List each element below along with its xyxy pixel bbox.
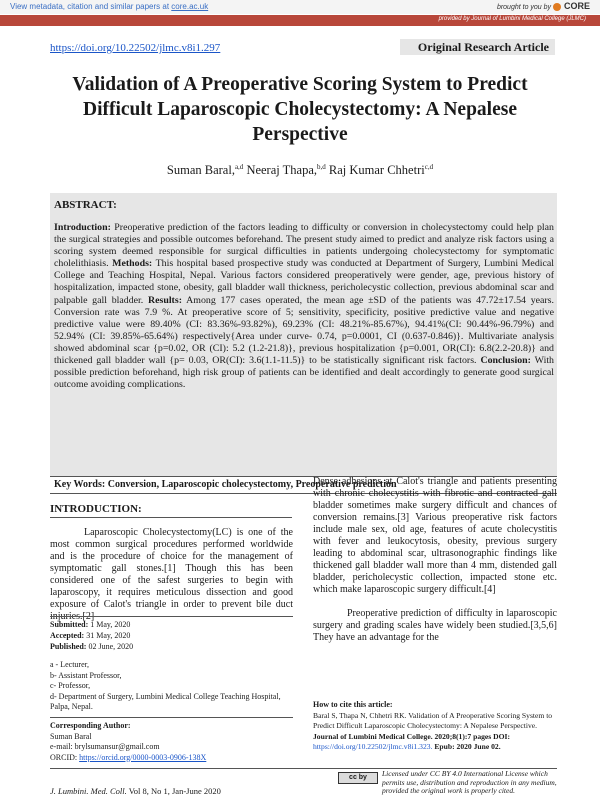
introduction-heading: INTRODUCTION: [50, 503, 142, 515]
orcid-link[interactable]: https://orcid.org/0000-0003-0906-138X [79, 752, 207, 762]
left-column-text: Laparoscopic Cholecystectomy(LC) is one of the most common surgical procedures performed worldwide and is the procedure of choice for the management of symptomatic gall stones.[1] Though this has been considered one of the safest surgeries to begin with laparoscopy, it requires meticulous dissection and good exposure of Calot's triangle in order to prevent bile duct injuries.[2] [50, 527, 293, 622]
license-text: Licensed under CC BY 4.0 International License which permits use, distribution and reproduction in any medium, provided the original work is properly cited. [382, 769, 557, 795]
metadata-notice: View metadata, citation and similar papers at core.ac.uk [10, 2, 209, 11]
abstract-text: Introduction: Preoperative prediction of the factors leading to difficulty or conversion in cholecystectomy could help plan the surgical strategies and possible outcomes beforehand. The present study aimed to predict and analyze risk factors using a scoring system deemed responsible for surgical difficulties in patients undergoing cholecystectomy for symptomatic cholelithiasis. Methods: This hospital based prospective study was conducted at Department of Surgery, Lumbini Medical College and Teaching Hospital, Nepal. Various factors considered preoperatively were gender, age, previous history of hospitalization, impacted stone, obesity, gall bladder wall thickness, pericholecystic collection, previous abdominal scar and palpable gall bladder. Results: Among 177 cases operated, the mean age ±SD of the patients was 47.72±17.54 years. Conversion rate was 7.9 %. At preoperative score of 5; sensitivity, specificity, positive predictive value and negative predictive value were 89.40% (CI: 83.36%-93.82%), 69.23% (CI: 48.21%-85.67%), 94.41%(CI: 90.44%-96.79%) and 52.94% (CI: 39.85%-65.64%) respectively{Area under curve- 0.74, p=0.0001, CI (0.637-0.846)}. Multivariate analysis showed abdominal scar {p=0.02, OR (CI): 5.2 (1.2-21.8)}, previous hospitalization {p=0.001, OR(CI): 6.8(2.2-20.8)} and thickened gall bladder wall {p= 0.03, OR(CI): 3.6(1.1-11.5)} to be statistically significant risk factors. Conclusion: With possible prediction beforehand, high risk group of patients can be identified and dealt accordingly to generate good surgical outcome avoiding complications. [54, 222, 555, 391]
journal-footer: J. Lumbini. Med. Coll. Vol 8, No 1, Jan-June 2020 [50, 786, 221, 796]
author-2: Neeraj Thapa, [246, 163, 318, 178]
core-badge[interactable]: brought to you by CORE [496, 1, 590, 11]
corresponding-author: Corresponding Author: Suman Baral e-mail: brylsumansur@gmail.com ORCID: https://orcid.org/0000-0003-0906-138X [50, 721, 300, 763]
article-type-label: Original Research Article [400, 39, 555, 55]
author-email[interactable]: e-mail: brylsumansur@gmail.com [50, 742, 160, 751]
paper-title: Validation of A Preoperative Scoring System to Predict Difficult Laparoscopic Cholecystectomy: A Nepalese Perspective [72, 74, 528, 145]
author-3: Raj Kumar Chhetri [328, 163, 425, 178]
right-column-text: Dense adhesions at Calot's triangle and patients presenting with chronic cholecystitis with fibrotic and contracted gall bladder sometimes make surgery difficult and chances of conversion remains.[3] Various preoperative risk factors include male sex, old age, features of acute cholecystitis with fever and leukocytosis, obesity, previous surgery leading to abdominal scar, ultrasonographic findings like thickened gall bladder wall more than 4 mm, distended gall bladder, pericholecystic collection, impacted stone etc. which make laparoscopic surgery difficult.[4] Preoperative prediction of difficulty in laparoscopic surgery and grading scales have widely been studied.[3,5,6] They have an advantage for the [313, 476, 557, 643]
cc-license-icon[interactable]: cc by [338, 772, 378, 784]
divider [50, 717, 293, 718]
author-list: Suman Baral,$^{a,d}$ Neeraj Thapa,$^{b,d}$ Raj Kumar Chhetri$^{c,d}$ [166, 163, 434, 178]
top-banner [0, 0, 600, 14]
citation-doi-link[interactable]: https://doi.org/10.22502/jlmc.v8i1.323. [313, 742, 433, 751]
core-logo-icon [553, 3, 561, 11]
citation-box: How to cite this article: Baral S, Thapa N, Chhetri RK. Validation of A Preoperative Scoring System to Predict Difficult Laparoscopic Cholecystectomy: A Nepalese Perspective. Journal of Lumbini Medical College. 2020;8(1):7 pages DOI: https://doi.org/10.22502/jlmc.v8i1.323. Epub: 2020 June 02. [313, 700, 553, 751]
divider [50, 616, 293, 617]
core-link[interactable]: core.ac.uk [171, 2, 209, 11]
provided-by-bar: provided by Journal of Lumbini Medical College (JLMC) [0, 15, 600, 26]
doi-link[interactable]: https://doi.org/10.22502/jlmc.v8i1.297 [50, 42, 221, 54]
divider [50, 517, 292, 518]
author-1: Suman Baral, [166, 163, 235, 178]
article-dates: Submitted: 1 May, 2020 Accepted: 31 May, 2020 Published: 02 June, 2020 [50, 620, 134, 651]
keywords: Key Words: Conversion, Laparoscopic cholecystectomy, Preoperative prediction [54, 479, 397, 490]
affiliations: a - Lecturer, b- Assistant Professor, c- Professor, d- Department of Surgery, Lumbini Medical College Teaching Hospital, Palpa, Nepal. [50, 660, 281, 711]
abstract-heading: ABSTRACT: [54, 199, 117, 211]
